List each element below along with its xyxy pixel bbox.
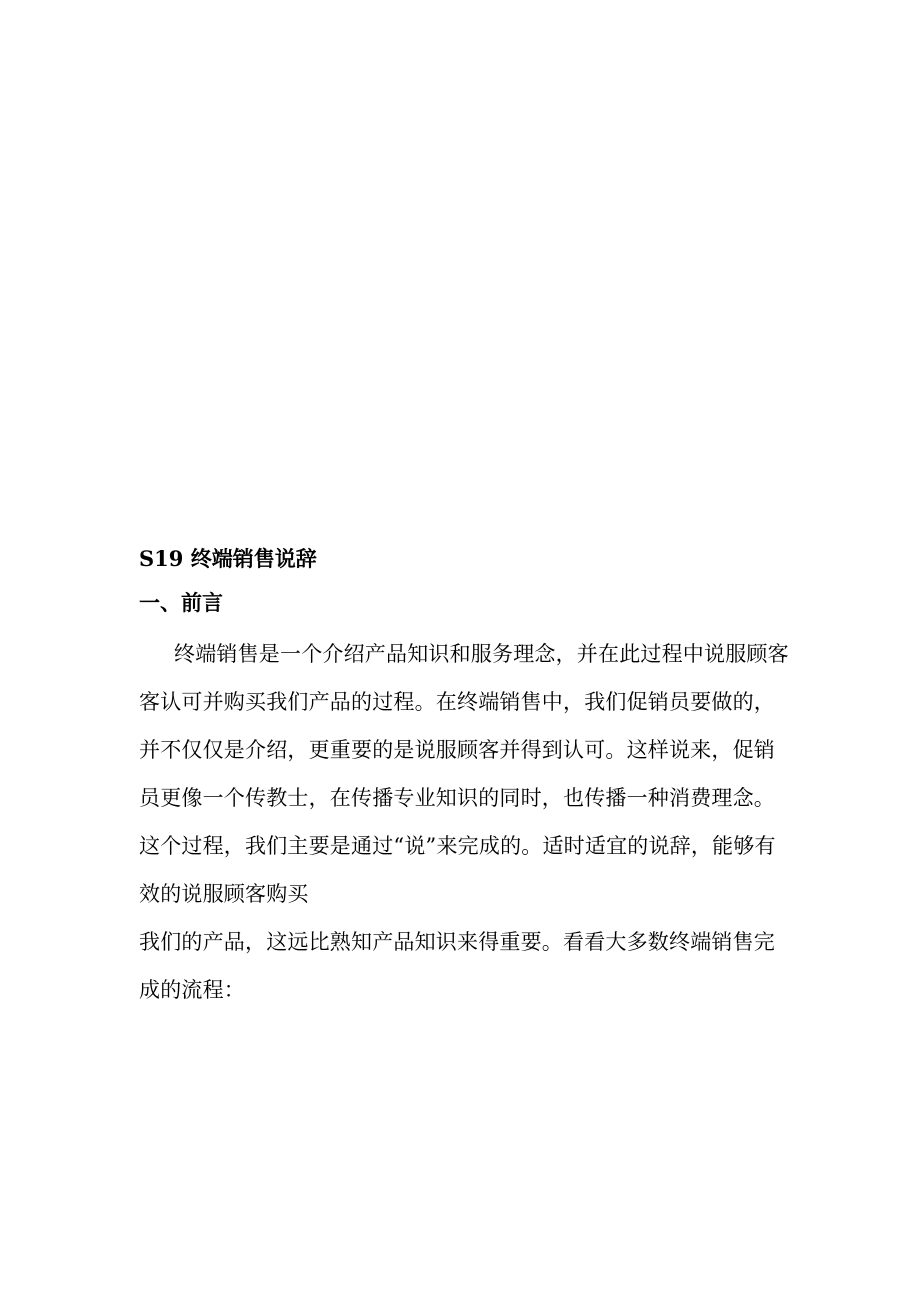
preface-paragraph xyxy=(139,630,804,1014)
paragraph-line: 并不仅仅是介绍，更重要的是说服顾客并得到认可。这样说来，促销 xyxy=(139,738,775,762)
document-title: S19 终端销售说辞 xyxy=(139,546,317,571)
paragraph-line: 员更像一个传教士，在传播专业知识的同时，也传播一种消费理念。 xyxy=(139,786,775,810)
section-heading-preface: 一、前言 xyxy=(139,590,223,615)
paragraph-line: 客认可并购买我们产品的过程。在终端销售中，我们促销员要做的， xyxy=(139,690,775,714)
paragraph-line: 这个过程，我们主要是通过“说”来完成的。适时适宜的说辞，能够有 xyxy=(139,834,776,858)
paragraph-line: 成的流程： xyxy=(139,978,245,1002)
paragraph-line: 效的说服顾客购买 xyxy=(139,882,309,906)
paragraph-line: 我们的产品，这远比熟知产品知识来得重要。看看大多数终端销售完 xyxy=(139,930,775,954)
paragraph-line: 终端销售是一个介绍产品知识和服务理念，并在此过程中说服顾客 xyxy=(174,642,789,666)
document-body xyxy=(139,543,804,1014)
